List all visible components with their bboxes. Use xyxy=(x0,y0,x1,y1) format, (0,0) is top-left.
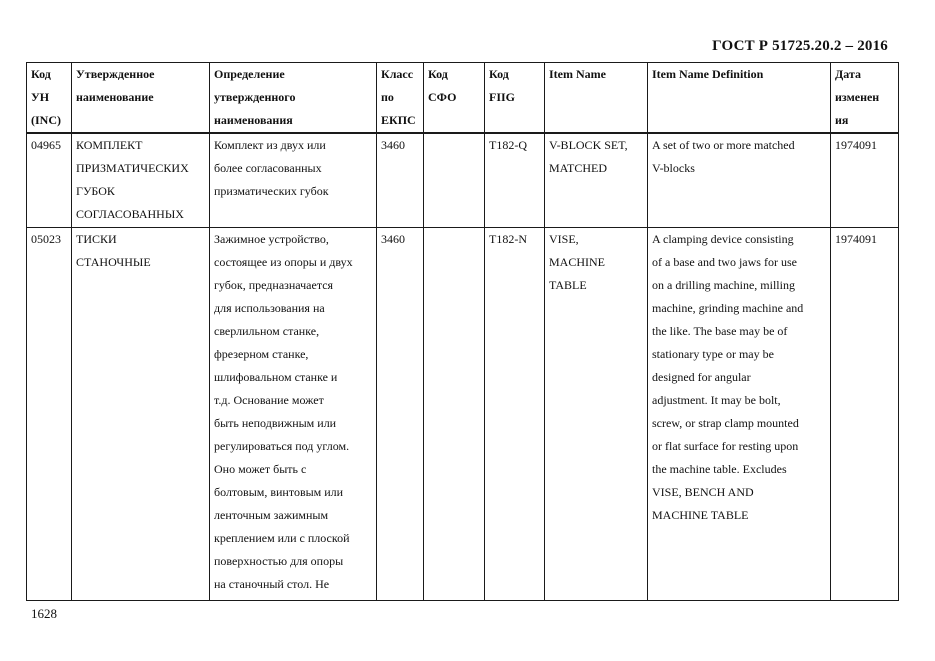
cell-inc: 05023 xyxy=(27,227,72,600)
column-header-date: Дата изменен ия xyxy=(831,63,899,134)
document-title: ГОСТ Р 51725.20.2 – 2016 xyxy=(712,38,888,54)
cell-fiig: T182-N xyxy=(485,227,545,600)
cell-sfo xyxy=(424,227,485,600)
cell-item-definition: A set of two or more matched V-blocks xyxy=(648,133,831,227)
cell-class: 3460 xyxy=(377,133,424,227)
column-header-definition: Определение утвержденного наименования xyxy=(210,63,377,134)
cell-approved-name: ТИСКИ СТАНОЧНЫЕ xyxy=(72,227,210,600)
column-header-sfo: Код СФО xyxy=(424,63,485,134)
table-header-row xyxy=(27,63,899,134)
column-header-item-definition: Item Name Definition xyxy=(648,63,831,134)
column-header-class: Класс по ЕКПС xyxy=(377,63,424,134)
cell-item-definition: A clamping device consisting of a base and two jaws for use on a drilling machine, milling machine, grinding machine and the like. The base may be of stationary type or may be designed for angular adjustment. It may be bolt, screw, or strap clamp mounted or flat surface for resting upon the machine table. Excludes VISE, BENCH AND MACHINE TABLE xyxy=(648,227,831,600)
column-header-approved-name: Утвержденное наименование xyxy=(72,63,210,134)
column-header-inc: Код УН (INC) xyxy=(27,63,72,134)
cell-item-name: VISE, MACHINE TABLE xyxy=(545,227,648,600)
cell-fiig: T182-Q xyxy=(485,133,545,227)
cell-definition: Комплект из двух или более согласованных призматических губок xyxy=(210,133,377,227)
catalog-table xyxy=(26,62,899,601)
cell-definition: Зажимное устройство, состоящее из опоры и двух губок, предназначается для использования на сверлильном станке, фрезерном станке, шлифовальном станке и т.д. Основание может быть неподвижным или регулироваться под углом. Оно может быть с болтовым, винтовым или ленточным зажимным креплением или с плоской поверхностью для опоры на станочный стол. Не xyxy=(210,227,377,600)
page-number: 1628 xyxy=(31,606,57,621)
table-row xyxy=(27,227,899,600)
cell-class: 3460 xyxy=(377,227,424,600)
column-header-fiig: Код FIIG xyxy=(485,63,545,134)
cell-approved-name: КОМПЛЕКТ ПРИЗМАТИЧЕСКИХ ГУБОК СОГЛАСОВАННЫХ xyxy=(72,133,210,227)
column-header-item-name: Item Name xyxy=(545,63,648,134)
cell-inc: 04965 xyxy=(27,133,72,227)
table-row xyxy=(27,133,899,227)
cell-sfo xyxy=(424,133,485,227)
cell-item-name: V-BLOCK SET, MATCHED xyxy=(545,133,648,227)
cell-date: 1974091 xyxy=(831,227,899,600)
cell-date: 1974091 xyxy=(831,133,899,227)
